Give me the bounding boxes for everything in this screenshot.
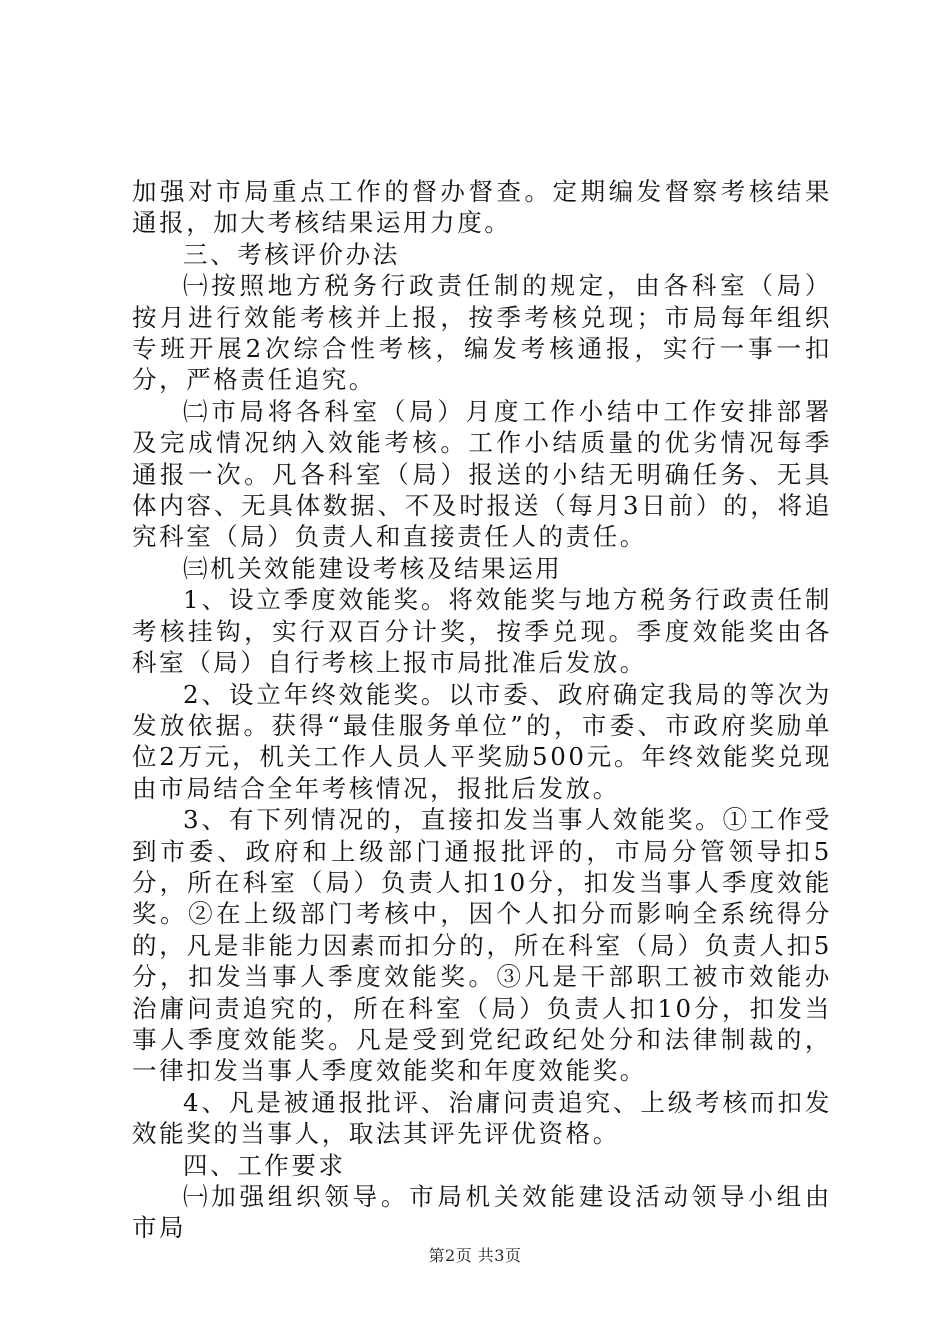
- paragraph-item-1: ㈠按照地方税务行政责任制的规定，由各科室（局）按月进行效能考核并上报，按季考核兑现；市局每年组织专班开展2次综合性考核，编发考核通报，实行一事一扣分，严格责任追究。: [132, 271, 832, 395]
- subheading-item-3: ㈢机关效能建设考核及结果运用: [183, 553, 563, 583]
- paragraph-quarterly-award: 1、设立季度效能奖。将效能奖与地方税务行政责任制考核挂钩，实行双百分计奖，按季兑现。季度效能奖由各科室（局）自行考核上报市局批准后发放。: [132, 585, 832, 678]
- paragraph-deduction-rules: 3、有下列情况的，直接扣发当事人效能奖。①工作受到市委、政府和上级部门通报批评的，市局分管领导扣5分，所在科室（局）负责人扣10分，扣发当事人季度效能奖。②在上级部门考核中，因个人扣分而影响全系统得分的，凡是非能力因素而扣分的，所在科室（局）负责人扣5分，扣发当事人季度效能奖。③凡是干部职工被市效能办治庸问责追究的，所在科室（局）负责人扣10分，扣发当事人季度效能奖。凡是受到党纪政纪处分和法律制裁的，一律扣发当事人季度效能奖和年度效能奖。: [132, 805, 832, 1086]
- paragraph-item-2: ㈡市局将各科室（局）月度工作小结中工作安排部署及完成情况纳入效能考核。工作小结质量的优劣情况每季通报一次。凡各科室（局）报送的小结无明确任务、无具体内容、无具体数据、不及时报送（每月3日前）的，将追究科室（局）负责人和直接责任人的责任。: [132, 396, 832, 552]
- document-body: [132, 176, 832, 1244]
- section-heading-evaluation-method: 三、考核评价办法: [183, 239, 400, 269]
- page-number-footer: 第2页 共3页: [428, 1246, 522, 1265]
- paragraph-disqualification: 4、凡是被通报批评、治庸问责追究、上级考核而扣发效能奖的当事人，取法其评先评优资格。: [132, 1087, 832, 1149]
- paragraph-annual-award: 2、设立年终效能奖。以市委、政府确定我局的等次为发放依据。获得“最佳服务单位”的，市委、市政府奖励单位2万元，机关工作人员人平奖励500元。年终效能奖兑现由市局结合全年考核情况，报批后发放。: [132, 679, 832, 803]
- section-heading-work-requirements: 四、工作要求: [183, 1150, 346, 1180]
- paragraph-continuation: 加强对市局重点工作的督办督查。定期编发督察考核结果通报，加大考核结果运用力度。: [132, 177, 832, 238]
- paragraph-organization: ㈠加强组织领导。市局机关效能建设活动领导小组由市局: [132, 1182, 832, 1243]
